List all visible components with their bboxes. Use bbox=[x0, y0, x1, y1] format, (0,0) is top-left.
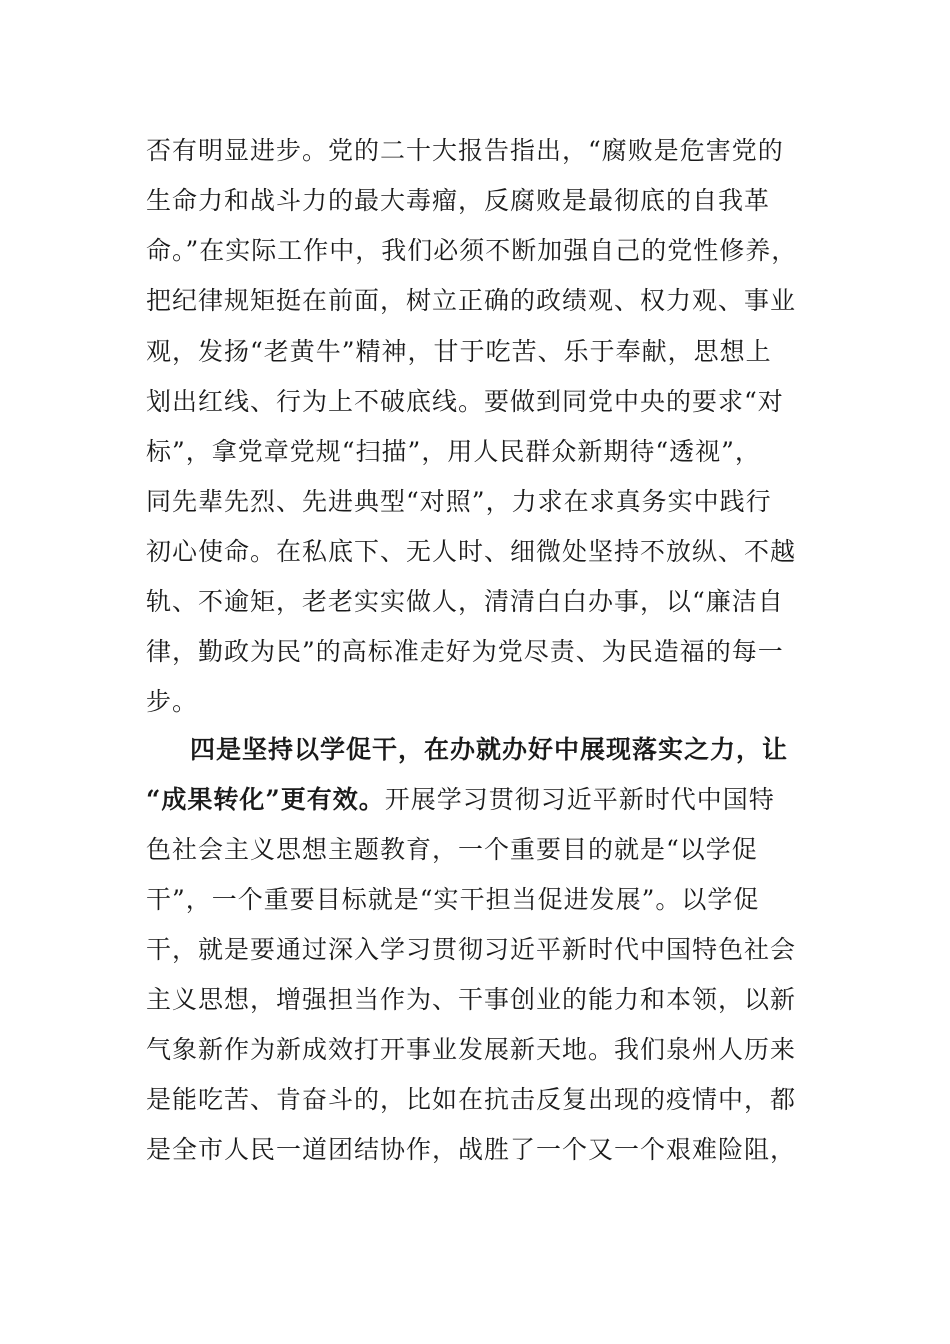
text-line: 把纪律规矩挺在前面，树立正确的政绩观、权力观、事业 bbox=[146, 286, 797, 315]
text-line: 是能吃苦、肯奋斗的，比如在抗击反复出现的疫情中，都 bbox=[146, 1085, 797, 1114]
text-line: 轨、不逾矩，老老实实做人，清清白白办事，以“廉洁自 bbox=[146, 587, 784, 616]
text-line: 步。 bbox=[146, 687, 199, 716]
section-heading-line: “成果转化”更有效。开展学习贯彻习近平新时代中国特 bbox=[146, 785, 775, 814]
text-line: 是全市人民一道团结协作，战胜了一个又一个艰难险阻， bbox=[146, 1135, 797, 1164]
text-line: 同先辈先烈、先进典型“对照”，力求在求真务实中践行 bbox=[146, 487, 772, 516]
text-line: 初心使命。在私底下、无人时、细微处坚持不放纵、不越 bbox=[146, 537, 797, 566]
text-line: 主义思想，增强担当作为、干事创业的能力和本领，以新 bbox=[146, 985, 797, 1014]
text-line: 干”，一个重要目标就是“实干担当促进发展”。以学促 bbox=[146, 885, 760, 914]
text-line: 观，发扬“老黄牛”精神，甘于吃苦、乐于奉献，思想上 bbox=[146, 337, 772, 366]
text-line: 划出红线、行为上不破底线。要做到同党中央的要求“对 bbox=[146, 387, 784, 416]
section-heading-line: 四是坚持以学促干，在办就办好中展现落实之力，让 bbox=[190, 735, 789, 764]
text-line: 律，勤政为民”的高标准走好为党尽责、为民造福的每一 bbox=[146, 637, 784, 666]
text-line: 色社会主义思想主题教育，一个重要目的就是“以学促 bbox=[146, 835, 758, 864]
text-line: 否有明显进步。党的二十大报告指出，“腐败是危害党的 bbox=[146, 136, 784, 165]
text-line: 标”，拿党章党规“扫描”，用人民群众新期待“透视”， bbox=[146, 437, 761, 466]
text-line: 干，就是要通过深入学习贯彻习近平新时代中国特色社会 bbox=[146, 935, 797, 964]
text-line: 气象新作为新成效打开事业发展新天地。我们泉州人历来 bbox=[146, 1035, 797, 1064]
text-line: 生命力和战斗力的最大毒瘤，反腐败是最彻底的自我革 bbox=[146, 186, 771, 215]
text-line: 命。”在实际工作中，我们必须不断加强自己的党性修养， bbox=[146, 236, 798, 265]
